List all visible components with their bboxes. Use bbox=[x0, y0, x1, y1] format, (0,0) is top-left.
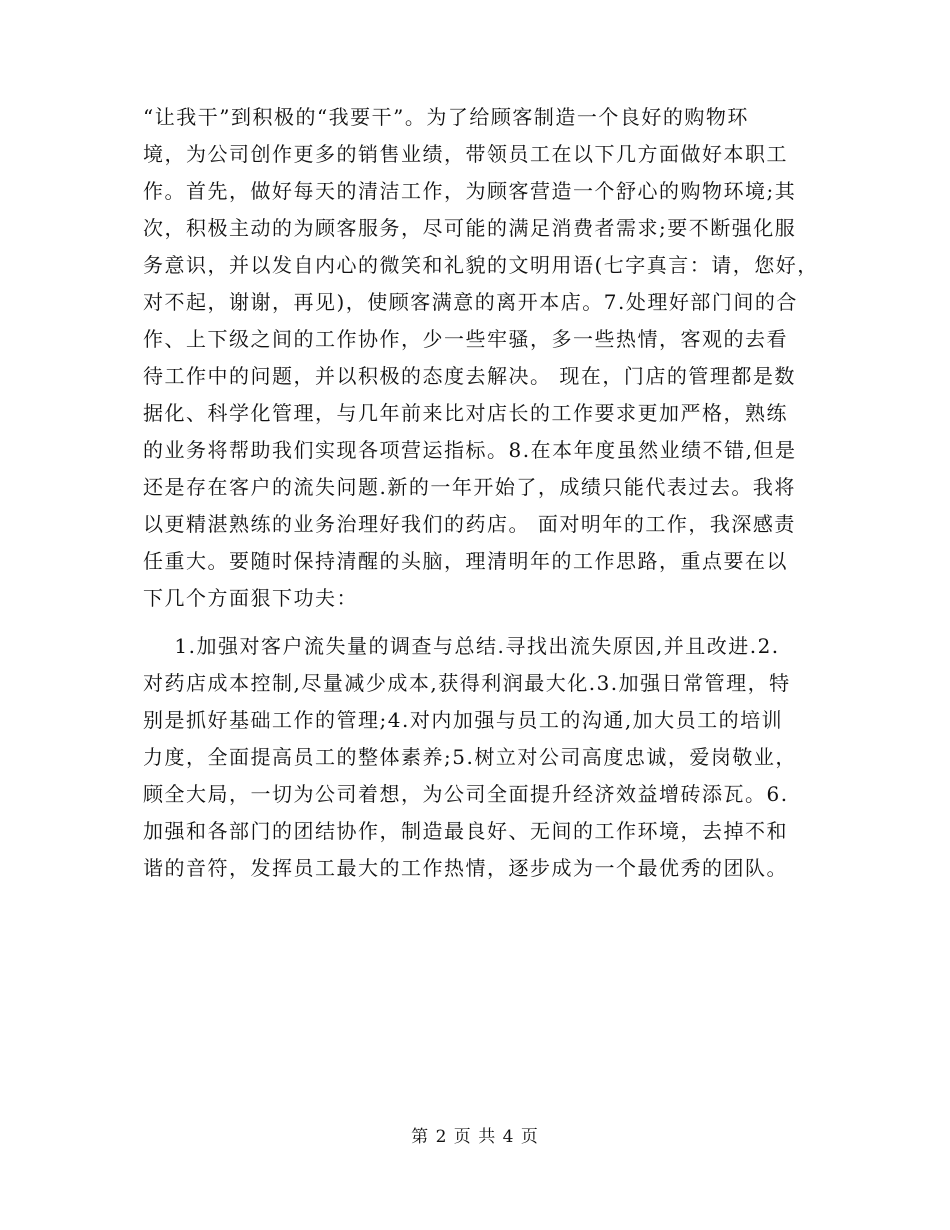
body-text-line: 下几个方面狠下功夫： bbox=[143, 586, 358, 610]
body-text-line: 作。首先，做好每天的清洁工作，为顾客营造一个舒心的购物环境;其 bbox=[143, 179, 797, 203]
body-text-line: 次，积极主动的为顾客服务，尽可能的满足消费者需求;要不断强化服 bbox=[143, 216, 797, 240]
list-paragraph-line: 对药店成本控制,尽量减少成本,获得利润最大化.3.加强日常管理，特 bbox=[143, 671, 791, 695]
list-paragraph-line: 顾全大局，一切为公司着想，为公司全面提升经济效益增砖添瓦。6. bbox=[143, 782, 789, 806]
body-text-line: 务意识，并以发自内心的微笑和礼貌的文明用语(七字真言：请，您好， bbox=[143, 253, 819, 277]
body-text-line: 对不起，谢谢，再见)，使顾客满意的离开本店。7.处理好部门间的合 bbox=[143, 290, 798, 314]
list-paragraph-line: 别是抓好基础工作的管理;4.对内加强与员工的沟通,加大员工的培训 bbox=[143, 708, 784, 732]
body-text-line: 境，为公司创作更多的销售业绩，带领员工在以下几方面做好本职工 bbox=[143, 142, 788, 166]
body-text-line: 以更精湛熟练的业务治理好我们的药店。 面对明年的工作，我深感责 bbox=[143, 512, 796, 536]
list-paragraph-line: 力度，全面提高员工的整体素养;5.树立对公司高度忠诚，爱岗敬业， bbox=[143, 745, 797, 769]
list-paragraph-line: 1.加强对客户流失量的调查与总结.寻找出流失原因,并且改进.2. bbox=[143, 634, 780, 658]
list-paragraph-line: 谐的音符，发挥员工最大的工作热情，逐步成为一个最优秀的团队。 bbox=[143, 856, 788, 880]
list-paragraph-line: 加强和各部门的团结协作，制造最良好、无间的工作环境，去掉不和 bbox=[143, 819, 788, 843]
body-text-line: 的业务将帮助我们实现各项营运指标。8.在本年度虽然业绩不错,但是 bbox=[143, 438, 797, 462]
page-number-footer: 第 2 页 共 4 页 bbox=[411, 1127, 539, 1147]
body-text-line: 还是存在客户的流失问题.新的一年开始了，成绩只能代表过去。我将 bbox=[143, 475, 796, 499]
body-text-line: 据化、科学化管理，与几年前来比对店长的工作要求更加严格，熟练 bbox=[143, 401, 788, 425]
body-text-line: 作、上下级之间的工作协作，少一些牢骚，多一些热情，客观的去看 bbox=[143, 327, 788, 351]
body-text-line: “让我干”到积极的“我要干”。为了给顾客制造一个良好的购物环 bbox=[143, 105, 749, 129]
body-text-line: 待工作中的问题，并以积极的态度去解决。 现在，门店的管理都是数 bbox=[143, 364, 796, 388]
body-text-line: 任重大。要随时保持清醒的头脑，理清明年的工作思路，重点要在以 bbox=[143, 549, 788, 573]
